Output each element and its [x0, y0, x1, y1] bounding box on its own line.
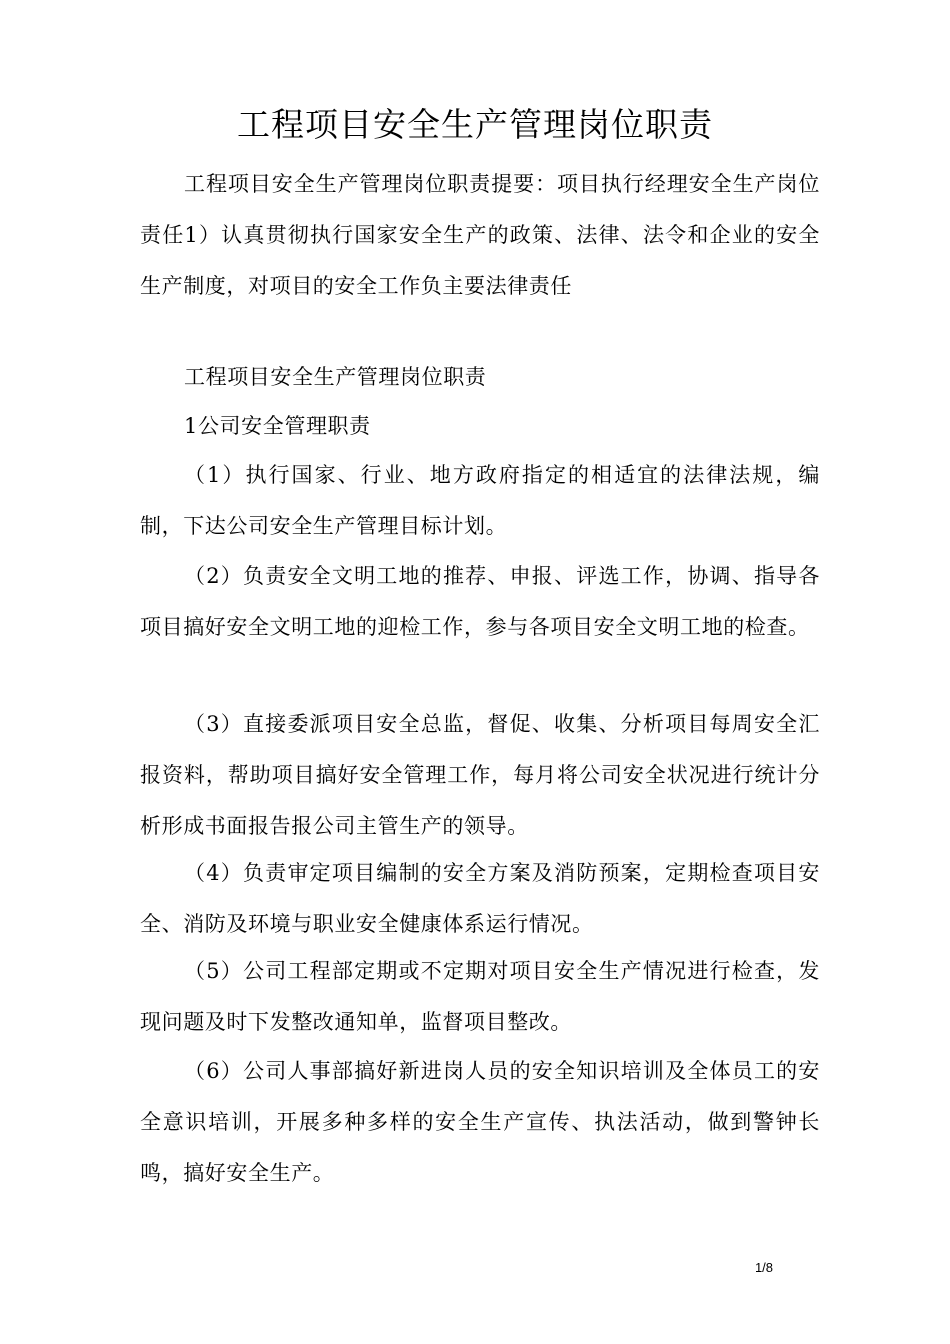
duty-item-6: （6）公司人事部搞好新进岗人员的安全知识培训及全体员工的安全意识培训，开展多种多样的安全生产宣传、执法活动，做到警钟长鸣，搞好安全生产。: [140, 1059, 820, 1185]
page-number: 1/8: [754, 1260, 774, 1275]
section-heading: 工程项目安全生产管理岗位职责: [184, 365, 487, 389]
duty-item-1: （1）执行国家、行业、地方政府指定的相适宜的法律法规，编制，下达公司安全生产管理目标计划。: [140, 463, 820, 538]
summary-paragraph: 工程项目安全生产管理岗位职责提要：项目执行经理安全生产岗位责任1）认真贯彻执行国家安全生产的政策、法律、法令和企业的安全生产制度，对项目的安全工作负主要法律责任: [140, 172, 820, 298]
duty-item-2: （2）负责安全文明工地的推荐、申报、评选工作，协调、指导各项目搞好安全文明工地的迎检工作，参与各项目安全文明工地的检查。: [140, 564, 820, 639]
duty-item-3: （3）直接委派项目安全总监，督促、收集、分析项目每周安全汇报资料，帮助项目搞好安全管理工作，每月将公司安全状况进行统计分析形成书面报告报公司主管生产的领导。: [140, 712, 820, 838]
document-title: 工程项目安全生产管理岗位职责: [237, 105, 713, 144]
duty-item-5: （5）公司工程部定期或不定期对项目安全生产情况进行检查，发现问题及时下发整改通知单，监督项目整改。: [140, 959, 820, 1034]
subsection-heading: 1公司安全管理职责: [184, 414, 371, 438]
duty-item-4: （4）负责审定项目编制的安全方案及消防预案，定期检查项目安全、消防及环境与职业安全健康体系运行情况。: [140, 861, 820, 936]
